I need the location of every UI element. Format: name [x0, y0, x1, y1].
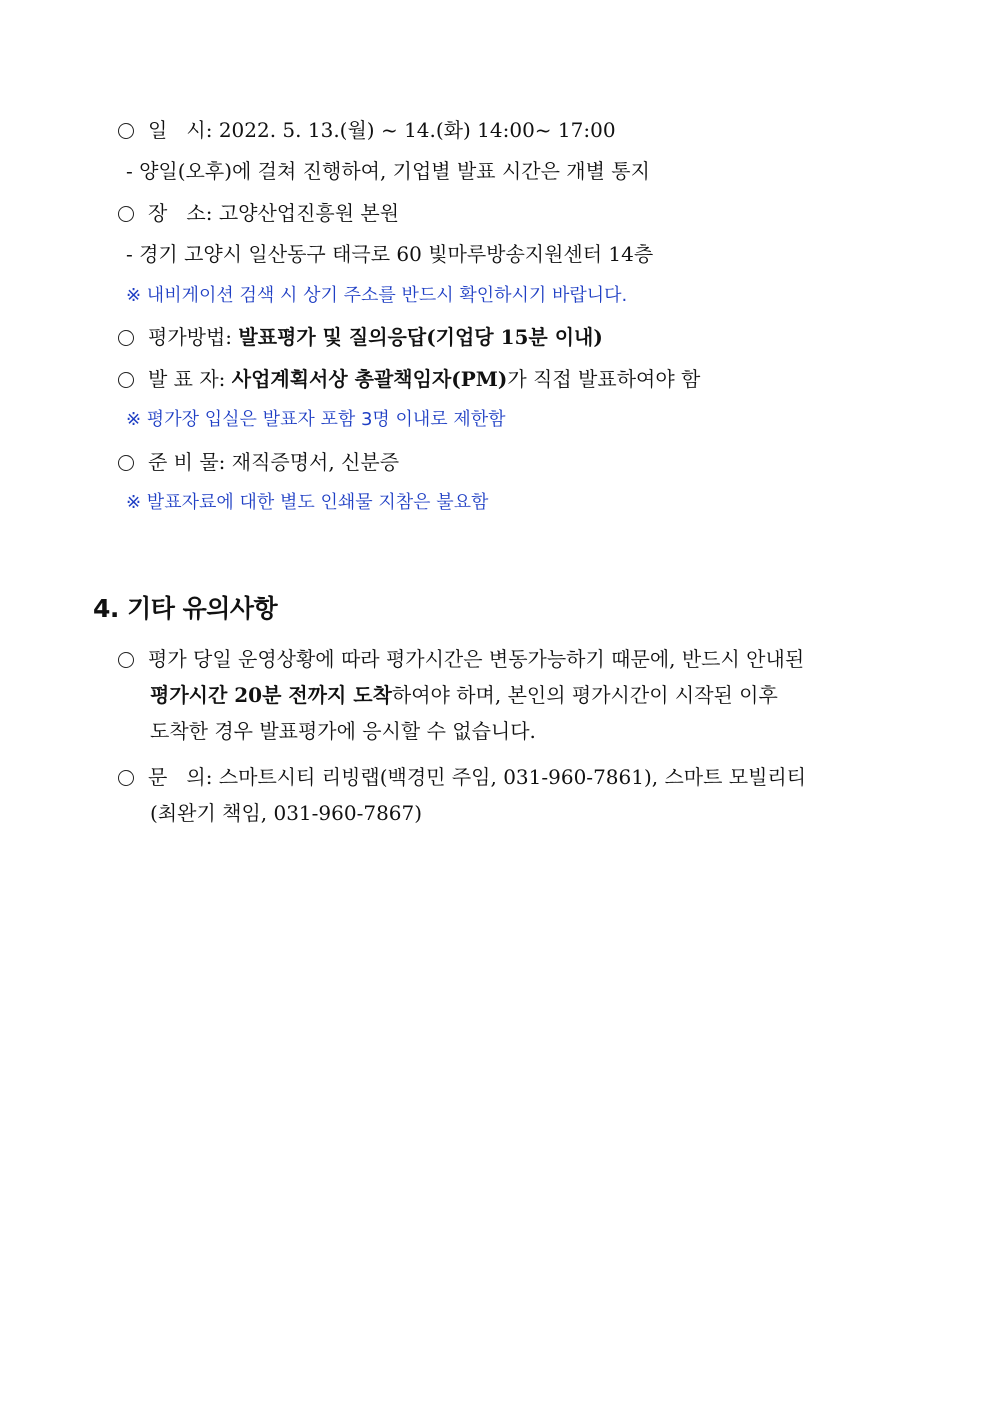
method-value: 발표평가 및 질의응답(기업당 15분 이내) [238, 325, 603, 349]
prep-note: ※ 발표자료에 대한 별도 인쇄물 지참은 불요함 [126, 492, 489, 513]
place-note: ※ 내비게이션 검색 시 상기 주소를 반드시 확인하시기 바랍니다. [126, 285, 628, 306]
date-label: 일 시: [148, 118, 213, 142]
place-sub: - 경기 고양시 일산동구 태극로 60 빛마루방송지원센터 14층 [126, 242, 654, 266]
notice-item-1-line-b: 하여야 하며, 본인의 평가시간이 시작된 이후 [391, 683, 778, 707]
prep-value: 재직증명서, 신분증 [231, 450, 400, 474]
date-sub: - 양일(오후)에 걸쳐 진행하여, 기업별 발표 시간은 개별 통지 [126, 159, 650, 183]
notice-item-1-line-c: 도착한 경우 발표평가에 응시할 수 없습니다. [150, 719, 536, 743]
circle-bullet-icon [118, 123, 134, 139]
notice-item-1 [118, 645, 804, 673]
circle-bullet-icon [118, 330, 134, 346]
place-value: 고양산업진흥원 본원 [218, 201, 400, 225]
presenter-note: ※ 평가장 입실은 발표자 포함 3명 이내로 제한함 [126, 409, 506, 430]
circle-bullet-icon [118, 372, 134, 388]
method-label: 평가방법: [148, 325, 233, 349]
presenter-rest: 가 직접 발표하여야 함 [507, 367, 701, 391]
place-row [118, 199, 399, 227]
section-heading: 4. 기타 유의사항 [93, 594, 278, 623]
circle-bullet-icon [118, 206, 134, 222]
notice-item-2 [118, 763, 806, 791]
notice-item-2-line-b: (최완기 책임, 031-960-7867) [150, 801, 423, 825]
circle-bullet-icon [118, 652, 134, 668]
presenter-row [118, 365, 700, 393]
place-label: 장 소: [148, 201, 213, 225]
prep-label: 준 비 물: [148, 450, 226, 474]
presenter-bold: 사업계획서상 총괄책임자(PM) [231, 367, 508, 391]
date-value: 2022. 5. 13.(월) ~ 14.(화) 14:00~ 17:00 [218, 118, 616, 142]
circle-bullet-icon [118, 455, 134, 471]
method-row [118, 323, 603, 351]
notice-item-1-line-a: 평가 당일 운영상황에 따라 평가시간은 변동가능하기 때문에, 반드시 안내된 [148, 647, 805, 671]
prep-row [118, 448, 399, 476]
circle-bullet-icon [118, 770, 134, 786]
notice-item-2-line-a: 문 의: 스마트시티 리빙랩(백경민 주임, 031-960-7861), 스마트 모빌리티 [148, 765, 807, 789]
notice-item-1-bold: 평가시간 20분 전까지 도착 [150, 683, 392, 707]
date-row [118, 116, 616, 144]
notice-item-1-line-2 [150, 681, 778, 709]
presenter-label: 발 표 자: [148, 367, 226, 391]
